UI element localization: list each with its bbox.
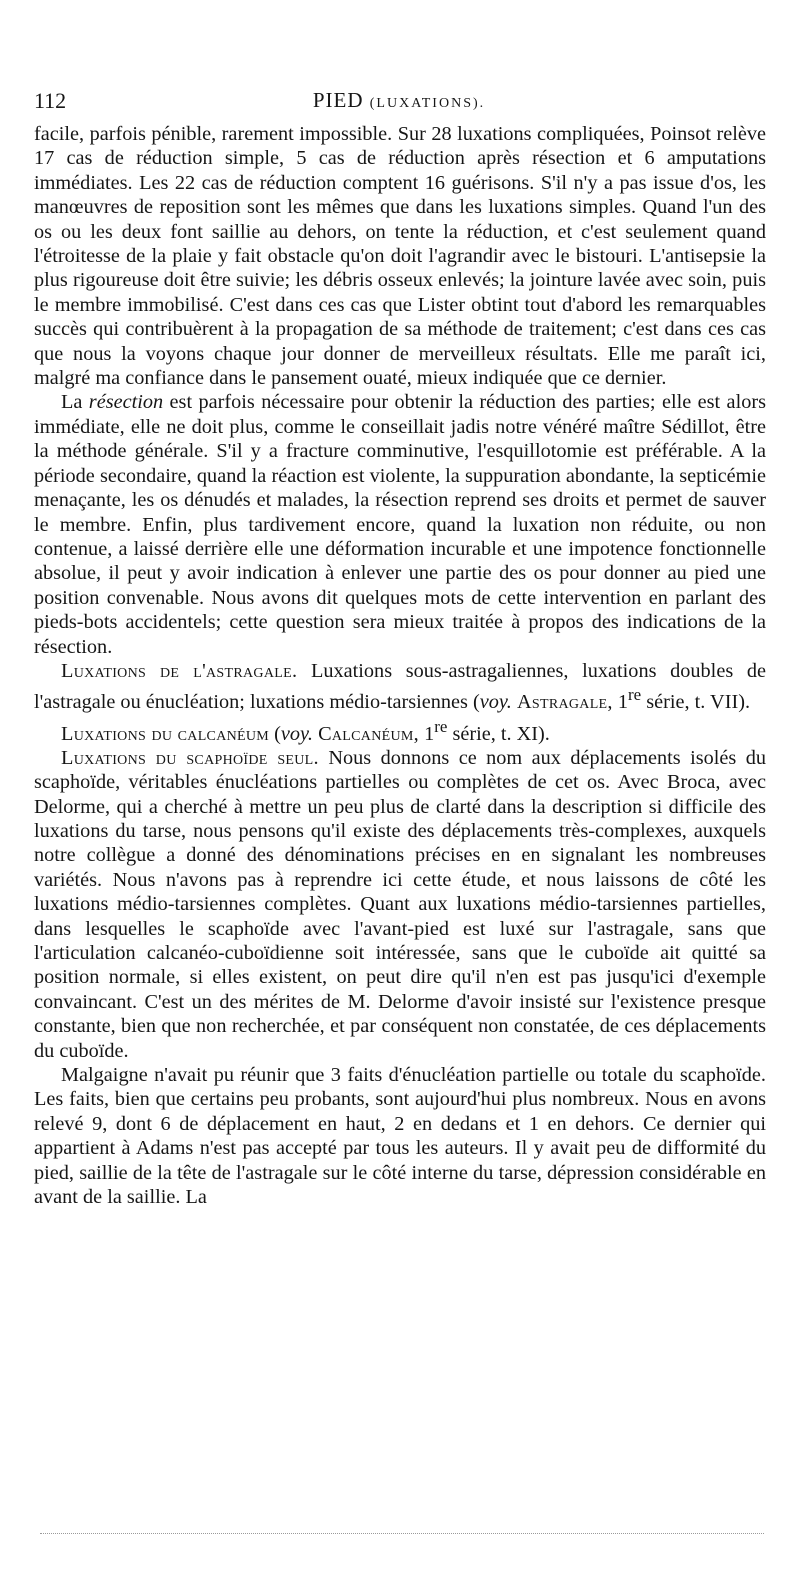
paragraph-text: est parfois nécessaire pour obtenir la réduction des parties; elle est alors immédiate, elle ne doit plus, comme le conseillait jadis notre vénéré maître Sédillot, être la méthode générale. S'il y a fracture comminutive, l'esquillotomie est préférable. A la période secondaire, quand la réaction est violente, la suppuration abondante, la septicémie menaçante, les os dénudés et malades, la résection reprend ses droits et permet de sauver le membre. Enfin, plus tardivement encore, quand la luxation non réduite, ou non contenue, a laissé derrière elle une déformation incurable et une impotence fonctionnelle absolue, il peut y avoir indication à enlever une partie des os pour donner au pied une position convenable. Nous avons dit quelques mots de cette intervention en parlant des pieds-bots accidentels; cette question sera mieux traitée à propos des indications de la résection. [34, 391, 766, 658]
paragraph-resection [34, 390, 766, 658]
paragraph-astragale [34, 659, 766, 715]
series-number: 1 [617, 691, 628, 714]
paragraph-malgaigne: Malgaigne n'avait pu réunir que 3 faits d'énucléation partielle ou totale du scaphoïde. Les faits, bien que certains peu probants, sont aujourd'hui plus nombreux. Nous en avons relevé 9, dont 6 de déplacement en haut, 2 en dedans et 1 en dehors. Ce dernier qui appartient à Adams n'est pas accepté par tous les auteurs. Il y avait peu de difformité du pied, saillie de la tête de l'astragale sur le côté interne du tarse, dépression considérable en avant de la saillie. La [34, 1063, 766, 1208]
footer-rule [40, 1533, 764, 1534]
voy-abbrev: voy. [479, 691, 512, 714]
italic-term: résection [88, 391, 164, 414]
paragraph-text: Nous donnons ce nom aux déplacements isolés du scaphoïde, véritables énucléations partielles ou complètes de cet os. Avec Broca, avec Delorme, qui a cherché à mettre un peu plus de clarté dans la description si difficile des luxations du tarse, nous pensons qu'il existe des déplacements très-complexes, auxquels notre collègue a donné des dénominations précises en en signalant les nombreuses variétés. Nous n'avons pas à reprendre ici cette étude, et nous laissons de côté les luxations médio-tarsiennes complètes. Quant aux luxations médio-tarsiennes partielles, dans lesquelles le scaphoïde avec l'avant-pied est luxé sur l'astragale, sans que l'articulation calcanéo-cuboïdienne soit intéressée, sans que le cuboïde ait quitté sa position normale, si elles existent, on peut dire qu'il n'en est pas jusqu'ici d'exemple convaincant. C'est un des mérites de M. Delorme d'avoir insisté sur l'existence presque constante, bien que non recherchée, et par conséquent non constatée, de ces déplacements du cuboïde. [34, 746, 766, 1062]
running-head-subtitle: (LUXATIONS). [369, 96, 486, 111]
paragraph-text: Luxations sous-astragaliennes, luxations doubles de l'astragale ou énucléation; luxations médio-tarsiennes ( [34, 659, 766, 714]
series-superscript: re [434, 716, 448, 736]
series-tail: série, t. VII). [646, 691, 751, 714]
section-label: Luxations du calcanéum [61, 722, 270, 745]
page-header [34, 88, 764, 118]
paragraph-calcaneum [34, 715, 766, 746]
series-number: 1 [424, 722, 435, 745]
page-body [34, 122, 766, 1209]
paragraph-continued: facile, parfois pénible, rarement impossible. Sur 28 luxations compliquées, Poinsot relève 17 cas de réduction simple, 5 cas de réduction après résection et 6 amputations immédiates. Les 22 cas de réduction comptent 16 guérisons. S'il n'y a pas issue d'os, les manœuvres de reposition sont les mêmes que dans les luxations simples. Quand l'un des os ou les deux font saillie au dehors, on tente la réduction, et c'est seulement quand l'étroitesse de la plaie y fait obstacle qu'on doit l'agrandir avec le bistouri. L'antisepsie la plus rigoureuse doit être suivie; les débris osseux enlevés; la jointure lavée avec soin, puis le membre immobilisé. C'est dans ces cas que Lister obtint tout d'abord les remarquables succès qui contribuèrent à la propagation de sa méthode de traitement; c'est dans ces cas que nous la voyons chaque jour donner de merveilleux résultats. Elle me paraît ici, malgré ma confiance dans le pansement ouaté, mieux indiquée que ce dernier. [34, 123, 766, 390]
voy-abbrev: voy. [280, 722, 313, 745]
series-tail: série, t. XI). [452, 722, 550, 745]
paragraph-lead: La [61, 391, 83, 414]
running-head [34, 88, 764, 113]
page-number: 112 [34, 88, 67, 113]
section-label: Luxations du scaphoïde seul. [61, 746, 319, 769]
open-paren: ( [274, 722, 281, 745]
cross-reference: Astragale, [516, 691, 613, 714]
running-head-title: PIED [312, 88, 364, 112]
section-label: Luxations de l'astragale. [61, 659, 298, 682]
series-superscript: re [628, 685, 642, 705]
paragraph-scaphoide [34, 746, 766, 1063]
cross-reference: Calcanéum, [318, 722, 419, 745]
